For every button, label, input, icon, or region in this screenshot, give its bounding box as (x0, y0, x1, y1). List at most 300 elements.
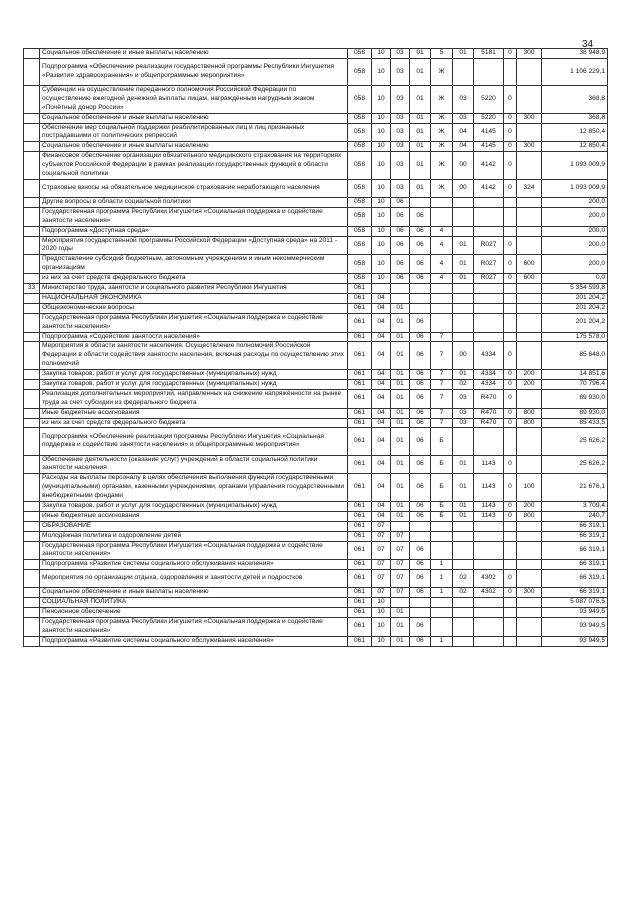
subsection-code-cell: 03 (391, 113, 410, 123)
expense-type-code-cell (517, 226, 542, 236)
subprogram-code-cell: Ж (431, 123, 453, 142)
budget-table (23, 48, 608, 647)
table-row (24, 207, 608, 226)
grbs-code-cell: 058 (348, 123, 372, 142)
expense-type-code-cell (517, 86, 542, 114)
grbs-code-cell: 061 (348, 389, 372, 408)
row-number-cell (24, 179, 40, 197)
table-row (24, 502, 608, 512)
activity-code-cell: 01 (453, 49, 474, 59)
expense-type-code-cell (517, 560, 542, 570)
row-name-cell: Другие вопросы в области социальной политики (40, 198, 348, 208)
amount-cell: 0,0 (542, 274, 608, 284)
row-name-cell: Государственная программа Республики Ингушетия «Социальная поддержка и содействие занятости населения» (40, 541, 348, 560)
section-code-cell: 10 (372, 142, 391, 152)
section-code-cell: 10 (372, 113, 391, 123)
subprogram-code-cell (431, 521, 453, 531)
expense-type-code-cell (517, 284, 542, 294)
amount-cell: 201 204,2 (542, 313, 608, 332)
amount-cell: 12 850,4 (542, 123, 608, 142)
grbs-code-cell: 058 (348, 198, 372, 208)
grbs-code-cell: 061 (348, 284, 372, 294)
activity-code-cell: 03 (453, 389, 474, 408)
direction-code-cell (474, 541, 504, 560)
activity-code-cell: 01 (453, 236, 474, 255)
table-row (24, 598, 608, 608)
program-code-cell: 01 (410, 58, 431, 85)
table-row (24, 198, 608, 208)
extra-code-cell: 0 (504, 113, 517, 123)
extra-code-cell (504, 560, 517, 570)
row-name-cell: Молодёжная политика и оздоровление детей (40, 531, 348, 541)
program-code-cell (410, 198, 431, 208)
subprogram-code-cell: 7 (431, 408, 453, 418)
section-code-cell: 10 (372, 49, 391, 59)
row-name-cell: Закупка товаров, работ и услуг для государственных (муниципальных) нужд (40, 379, 348, 389)
grbs-code-cell: 058 (348, 113, 372, 123)
table-row (24, 255, 608, 274)
grbs-code-cell: 061 (348, 521, 372, 531)
subsection-code-cell: 06 (391, 236, 410, 255)
section-code-cell: 04 (372, 455, 391, 474)
subprogram-code-cell: Б (431, 428, 453, 455)
program-code-cell: 06 (410, 389, 431, 408)
expense-type-code-cell: 300 (517, 588, 542, 598)
extra-code-cell: 0 (504, 179, 517, 197)
row-name-cell: Мероприятия государственной программы Российской Федерации «Доступная среда» на 2011 - 2020 годы (40, 236, 348, 255)
section-code-cell: 10 (372, 618, 391, 637)
grbs-code-cell: 061 (348, 608, 372, 618)
row-name-cell: Предоставление субсидий бюджетным, автономным учреждениям и иным некоммерческим организациям (40, 255, 348, 274)
table-row (24, 342, 608, 370)
subprogram-code-cell: 7 (431, 379, 453, 389)
expense-type-code-cell (517, 198, 542, 208)
amount-cell: 1 093 009,9 (542, 179, 608, 197)
program-code-cell (410, 303, 431, 313)
expense-type-code-cell: 200 (517, 502, 542, 512)
direction-code-cell: 4334 (474, 342, 504, 370)
program-code-cell (410, 608, 431, 618)
expense-type-code-cell: 800 (517, 511, 542, 521)
table-row (24, 455, 608, 474)
direction-code-cell: 4302 (474, 588, 504, 598)
subprogram-code-cell: Ж (431, 179, 453, 197)
subsection-code-cell: 03 (391, 179, 410, 197)
activity-code-cell: 03 (453, 86, 474, 114)
subprogram-code-cell: Ж (431, 113, 453, 123)
section-code-cell: 10 (372, 598, 391, 608)
activity-code-cell: 01 (453, 502, 474, 512)
section-code-cell: 10 (372, 58, 391, 85)
subsection-code-cell: 01 (391, 370, 410, 380)
subsection-code-cell (391, 284, 410, 294)
row-name-cell: из них за счет средств федерального бюджета (40, 418, 348, 428)
extra-code-cell: 0 (504, 588, 517, 598)
row-number-cell (24, 455, 40, 474)
subsection-code-cell: 01 (391, 474, 410, 502)
grbs-code-cell: 058 (348, 152, 372, 180)
extra-code-cell (504, 226, 517, 236)
activity-code-cell: 03 (453, 418, 474, 428)
row-name-cell: Закупка товаров, работ и услуг для государственных (муниципальных) нужд (40, 370, 348, 380)
direction-code-cell: 4142 (474, 152, 504, 180)
row-number-cell (24, 588, 40, 598)
row-name-cell: Страховые взносы на обязательное медицинское страхование неработающего населения (40, 179, 348, 197)
subprogram-code-cell: 1 (431, 636, 453, 646)
subsection-code-cell: 06 (391, 274, 410, 284)
grbs-code-cell: 061 (348, 342, 372, 370)
row-number-cell (24, 236, 40, 255)
amount-cell: 201 204,2 (542, 303, 608, 313)
extra-code-cell: 0 (504, 418, 517, 428)
program-code-cell: 06 (410, 313, 431, 332)
amount-cell: 200,0 (542, 226, 608, 236)
direction-code-cell: 5220 (474, 86, 504, 114)
row-name-cell: Подпрограмма «Развитие системы социального обслуживания населения» (40, 560, 348, 570)
expense-type-code-cell (517, 58, 542, 85)
extra-code-cell: 0 (504, 379, 517, 389)
grbs-code-cell: 061 (348, 598, 372, 608)
amount-cell: 25 626,2 (542, 455, 608, 474)
row-number-cell (24, 570, 40, 588)
activity-code-cell: 01 (453, 370, 474, 380)
extra-code-cell (504, 293, 517, 303)
grbs-code-cell: 058 (348, 142, 372, 152)
table-row (24, 511, 608, 521)
amount-cell: 5 354 599,8 (542, 284, 608, 294)
grbs-code-cell: 058 (348, 49, 372, 59)
subprogram-code-cell: 5 (431, 49, 453, 59)
subprogram-code-cell: Ж (431, 86, 453, 114)
expense-type-code-cell: 600 (517, 274, 542, 284)
expense-type-code-cell (517, 313, 542, 332)
table-row (24, 608, 608, 618)
grbs-code-cell: 061 (348, 418, 372, 428)
amount-cell: 89 930,0 (542, 408, 608, 418)
subsection-code-cell: 07 (391, 570, 410, 588)
amount-cell: 200,0 (542, 236, 608, 255)
extra-code-cell: 0 (504, 502, 517, 512)
subsection-code-cell: 03 (391, 142, 410, 152)
row-name-cell: Подпрограмма «Доступная среда» (40, 226, 348, 236)
table-row (24, 226, 608, 236)
amount-cell: 5 087 076,5 (542, 598, 608, 608)
section-code-cell (372, 284, 391, 294)
amount-cell: 70 796,4 (542, 379, 608, 389)
section-code-cell: 10 (372, 86, 391, 114)
row-number-cell (24, 49, 40, 59)
row-number-cell (24, 389, 40, 408)
subsection-code-cell: 03 (391, 58, 410, 85)
amount-cell: 1 106 229,1 (542, 58, 608, 85)
extra-code-cell: 0 (504, 570, 517, 588)
direction-code-cell: 5220 (474, 113, 504, 123)
table-row (24, 58, 608, 85)
subprogram-code-cell (431, 531, 453, 541)
activity-code-cell (453, 560, 474, 570)
grbs-code-cell: 061 (348, 560, 372, 570)
activity-code-cell (453, 541, 474, 560)
amount-cell: 368,8 (542, 113, 608, 123)
subprogram-code-cell (431, 207, 453, 226)
extra-code-cell (504, 608, 517, 618)
program-code-cell: 06 (410, 618, 431, 637)
direction-code-cell (474, 560, 504, 570)
extra-code-cell (504, 428, 517, 455)
expense-type-code-cell (517, 570, 542, 588)
row-number-cell (24, 598, 40, 608)
direction-code-cell (474, 608, 504, 618)
row-name-cell: Государственная программа Республики Ингушетия «Социальная поддержка и содействие занятости населения» (40, 207, 348, 226)
expense-type-code-cell: 800 (517, 408, 542, 418)
grbs-code-cell: 061 (348, 531, 372, 541)
subprogram-code-cell: 1 (431, 560, 453, 570)
table-row (24, 389, 608, 408)
program-code-cell: 06 (410, 588, 431, 598)
row-number-cell (24, 86, 40, 114)
subsection-code-cell: 07 (391, 531, 410, 541)
subprogram-code-cell: 4 (431, 274, 453, 284)
table-row (24, 531, 608, 541)
grbs-code-cell: 061 (348, 474, 372, 502)
expense-type-code-cell (517, 342, 542, 370)
section-code-cell: 10 (372, 152, 391, 180)
activity-code-cell: 02 (453, 379, 474, 389)
amount-cell: 66 319,1 (542, 521, 608, 531)
table-row (24, 618, 608, 637)
row-number-cell (24, 541, 40, 560)
activity-code-cell: 01 (453, 511, 474, 521)
row-number-cell (24, 560, 40, 570)
subprogram-code-cell: 1 (431, 588, 453, 598)
section-code-cell: 10 (372, 123, 391, 142)
subsection-code-cell: 01 (391, 455, 410, 474)
activity-code-cell: 02 (453, 588, 474, 598)
program-code-cell: 06 (410, 418, 431, 428)
subprogram-code-cell: 7 (431, 418, 453, 428)
program-code-cell: 01 (410, 123, 431, 142)
program-code-cell: 06 (410, 342, 431, 370)
row-name-cell: Государственная программа Республики Ингушетия «Социальная поддержка и содействие занятости населения» (40, 313, 348, 332)
program-code-cell: 06 (410, 474, 431, 502)
row-number-cell (24, 198, 40, 208)
subsection-code-cell: 01 (391, 608, 410, 618)
direction-code-cell (474, 207, 504, 226)
direction-code-cell: 4145 (474, 142, 504, 152)
row-number-cell (24, 152, 40, 180)
extra-code-cell: 0 (504, 370, 517, 380)
table-row (24, 284, 608, 294)
subprogram-code-cell (431, 303, 453, 313)
table-row (24, 521, 608, 531)
extra-code-cell (504, 521, 517, 531)
grbs-code-cell: 061 (348, 570, 372, 588)
section-code-cell: 07 (372, 541, 391, 560)
program-code-cell: 01 (410, 49, 431, 59)
subsection-code-cell: 01 (391, 418, 410, 428)
program-code-cell: 01 (410, 152, 431, 180)
program-code-cell (410, 293, 431, 303)
table-row (24, 636, 608, 646)
program-code-cell: 06 (410, 511, 431, 521)
amount-cell: 240,7 (542, 511, 608, 521)
subsection-code-cell: 01 (391, 428, 410, 455)
amount-cell: 200,0 (542, 255, 608, 274)
expense-type-code-cell: 324 (517, 179, 542, 197)
expense-type-code-cell (517, 455, 542, 474)
row-number-cell (24, 370, 40, 380)
section-code-cell: 04 (372, 408, 391, 418)
expense-type-code-cell: 100 (517, 474, 542, 502)
direction-code-cell: 4142 (474, 179, 504, 197)
activity-code-cell (453, 226, 474, 236)
program-code-cell (410, 598, 431, 608)
direction-code-cell: R027 (474, 236, 504, 255)
activity-code-cell (453, 521, 474, 531)
activity-code-cell (453, 636, 474, 646)
section-code-cell: 07 (372, 521, 391, 531)
section-code-cell: 10 (372, 226, 391, 236)
row-number-cell (24, 618, 40, 637)
direction-code-cell (474, 58, 504, 85)
extra-code-cell: 0 (504, 123, 517, 142)
row-number-cell (24, 531, 40, 541)
grbs-code-cell: 061 (348, 408, 372, 418)
activity-code-cell: 02 (453, 570, 474, 588)
subsection-code-cell: 07 (391, 541, 410, 560)
program-code-cell (410, 521, 431, 531)
amount-cell: 66 319,1 (542, 560, 608, 570)
amount-cell: 368,8 (542, 86, 608, 114)
amount-cell: 66 319,1 (542, 541, 608, 560)
extra-code-cell (504, 198, 517, 208)
row-name-cell: Обеспечение мер социальной поддержки реабилитированных лиц и лиц признанных пострадавшими от политических репрессий (40, 123, 348, 142)
activity-code-cell (453, 198, 474, 208)
expense-type-code-cell: 600 (517, 255, 542, 274)
expense-type-code-cell: 200 (517, 379, 542, 389)
expense-type-code-cell (517, 123, 542, 142)
extra-code-cell: 0 (504, 274, 517, 284)
section-code-cell: 04 (372, 313, 391, 332)
program-code-cell: 06 (410, 502, 431, 512)
grbs-code-cell: 061 (348, 541, 372, 560)
amount-cell: 200,0 (542, 198, 608, 208)
section-code-cell: 04 (372, 342, 391, 370)
section-code-cell: 04 (372, 332, 391, 342)
subsection-code-cell: 01 (391, 332, 410, 342)
extra-code-cell: 0 (504, 142, 517, 152)
row-number-cell (24, 274, 40, 284)
activity-code-cell (453, 598, 474, 608)
extra-code-cell: 0 (504, 511, 517, 521)
row-number-cell (24, 313, 40, 332)
grbs-code-cell: 061 (348, 332, 372, 342)
program-code-cell: 06 (410, 255, 431, 274)
program-code-cell: 06 (410, 379, 431, 389)
table-row (24, 179, 608, 197)
row-name-cell: Социальное обеспечение и иные выплаты населению (40, 113, 348, 123)
row-name-cell: Финансовое обеспечение организации обязательного медицинского страхования на территориях субъектов Российской Федерации в рамках реализации государственных функций в области социальной политики (40, 152, 348, 180)
row-number-cell (24, 636, 40, 646)
subprogram-code-cell: 4 (431, 255, 453, 274)
expense-type-code-cell (517, 618, 542, 637)
row-number-cell (24, 418, 40, 428)
table-row (24, 474, 608, 502)
row-name-cell: СОЦИАЛЬНАЯ ПОЛИТИКА (40, 598, 348, 608)
program-code-cell: 06 (410, 226, 431, 236)
row-name-cell: Иные бюджетные ассигнования (40, 408, 348, 418)
table-row (24, 370, 608, 380)
grbs-code-cell: 061 (348, 502, 372, 512)
direction-code-cell: 1143 (474, 455, 504, 474)
activity-code-cell: 00 (453, 342, 474, 370)
subsection-code-cell (391, 521, 410, 531)
extra-code-cell: 0 (504, 389, 517, 408)
activity-code-cell: 01 (453, 474, 474, 502)
section-code-cell: 07 (372, 531, 391, 541)
direction-code-cell (474, 284, 504, 294)
expense-type-code-cell: 200 (517, 370, 542, 380)
activity-code-cell (453, 293, 474, 303)
row-number-cell (24, 342, 40, 370)
page-number: 34 (582, 39, 594, 50)
activity-code-cell: 04 (453, 142, 474, 152)
grbs-code-cell: 061 (348, 455, 372, 474)
row-name-cell: НАЦИОНАЛЬНАЯ ЭКОНОМИКА (40, 293, 348, 303)
grbs-code-cell: 058 (348, 226, 372, 236)
row-name-cell: Социальное обеспечение и иные выплаты населению (40, 49, 348, 59)
subsection-code-cell (391, 293, 410, 303)
subsection-code-cell: 01 (391, 379, 410, 389)
activity-code-cell (453, 207, 474, 226)
extra-code-cell: 0 (504, 236, 517, 255)
section-code-cell: 04 (372, 389, 391, 408)
subsection-code-cell: 06 (391, 198, 410, 208)
grbs-code-cell: 058 (348, 179, 372, 197)
expense-type-code-cell (517, 207, 542, 226)
subprogram-code-cell: 7 (431, 389, 453, 408)
row-number-cell (24, 521, 40, 531)
row-number-cell (24, 303, 40, 313)
grbs-code-cell: 058 (348, 236, 372, 255)
program-code-cell: 06 (410, 560, 431, 570)
section-code-cell: 04 (372, 428, 391, 455)
amount-cell: 66 319,1 (542, 531, 608, 541)
extra-code-cell (504, 636, 517, 646)
activity-code-cell (453, 313, 474, 332)
subsection-code-cell: 01 (391, 408, 410, 418)
activity-code-cell: 01 (453, 455, 474, 474)
table-row (24, 408, 608, 418)
section-code-cell: 04 (372, 511, 391, 521)
direction-code-cell (474, 313, 504, 332)
extra-code-cell: 0 (504, 86, 517, 114)
expense-type-code-cell (517, 293, 542, 303)
row-name-cell: Субвенции на осуществление переданного полномочия Российской Федерации по осуществлению ежегодной денежной выплаты лицам, награждённым нагрудным знаком «Почётный донор России» (40, 86, 348, 114)
subsection-code-cell: 01 (391, 313, 410, 332)
direction-code-cell (474, 226, 504, 236)
row-number-cell (24, 511, 40, 521)
section-code-cell: 10 (372, 236, 391, 255)
direction-code-cell: 1143 (474, 474, 504, 502)
section-code-cell: 04 (372, 418, 391, 428)
program-code-cell: 06 (410, 370, 431, 380)
subsection-code-cell: 03 (391, 86, 410, 114)
subsection-code-cell: 01 (391, 618, 410, 637)
activity-code-cell: 04 (453, 123, 474, 142)
extra-code-cell (504, 284, 517, 294)
activity-code-cell: 01 (453, 255, 474, 274)
